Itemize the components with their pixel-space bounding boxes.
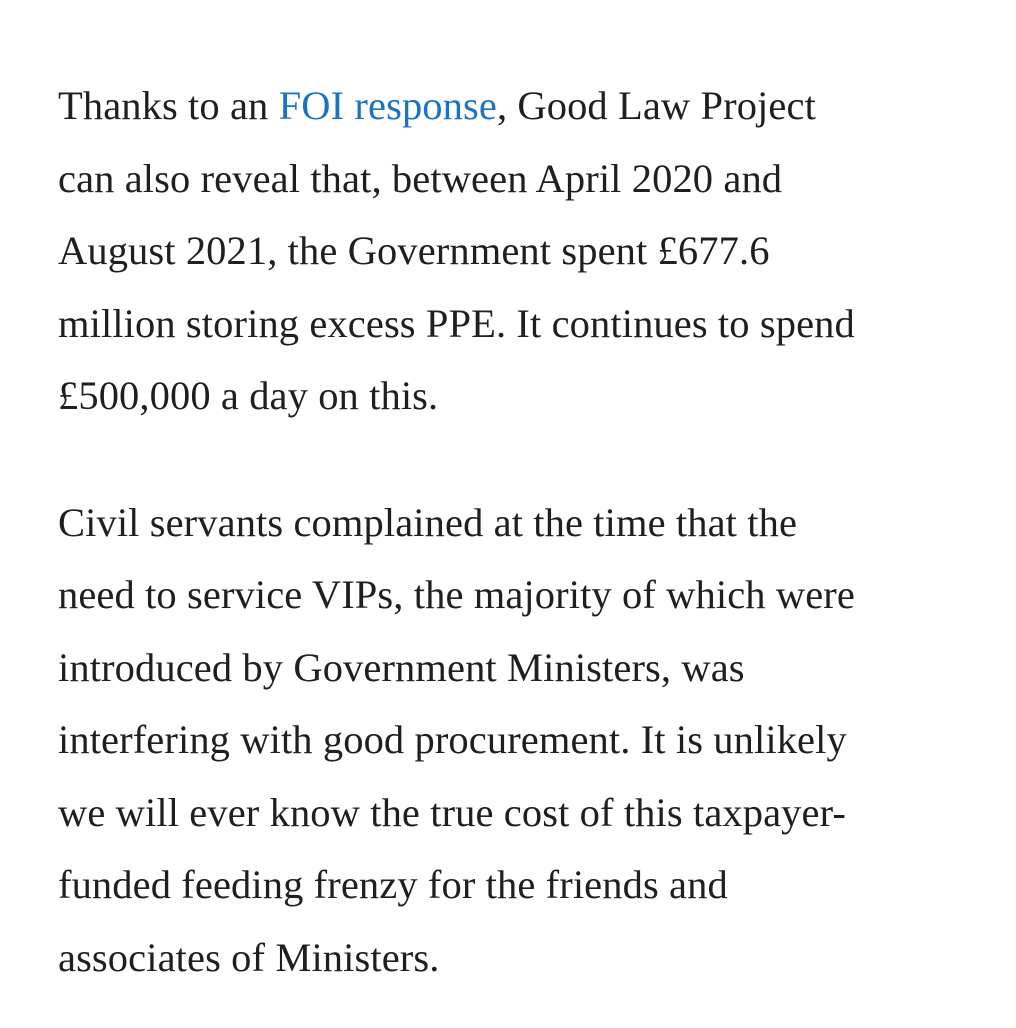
paragraph-line: can also reveal that, between April 2020 and xyxy=(58,155,783,201)
paragraph-line: interfering with good procurement. It is unlikely xyxy=(58,717,847,762)
paragraph-foi-storage-costs xyxy=(58,70,958,433)
paragraph-line: million storing excess PPE. It continues to spend xyxy=(58,300,855,346)
paragraph-line: introduced by Government Ministers, was xyxy=(58,644,745,690)
paragraph-line: need to service VIPs, the majority of which were xyxy=(58,572,855,617)
text-segment: Thanks to an xyxy=(58,83,279,128)
text-segment: , Good Law Project xyxy=(496,83,816,128)
paragraph-civil-servants xyxy=(58,487,958,995)
paragraph-line: we will ever know the true cost of this taxpayer- xyxy=(58,789,846,835)
paragraph-line xyxy=(58,70,958,143)
paragraph-line: Civil servants complained at the time that the xyxy=(58,499,798,545)
paragraph-line: £500,000 a day on this. xyxy=(58,373,439,418)
paragraph-spacer xyxy=(58,433,958,487)
foi-response-link[interactable]: FOI response xyxy=(278,83,497,128)
paragraph-line: associates of Ministers. xyxy=(58,934,440,980)
paragraph-line: funded feeding frenzy for the friends and xyxy=(58,862,728,907)
paragraph-line: August 2021, the Government spent £677.6 xyxy=(58,228,770,273)
article-body xyxy=(58,70,958,994)
